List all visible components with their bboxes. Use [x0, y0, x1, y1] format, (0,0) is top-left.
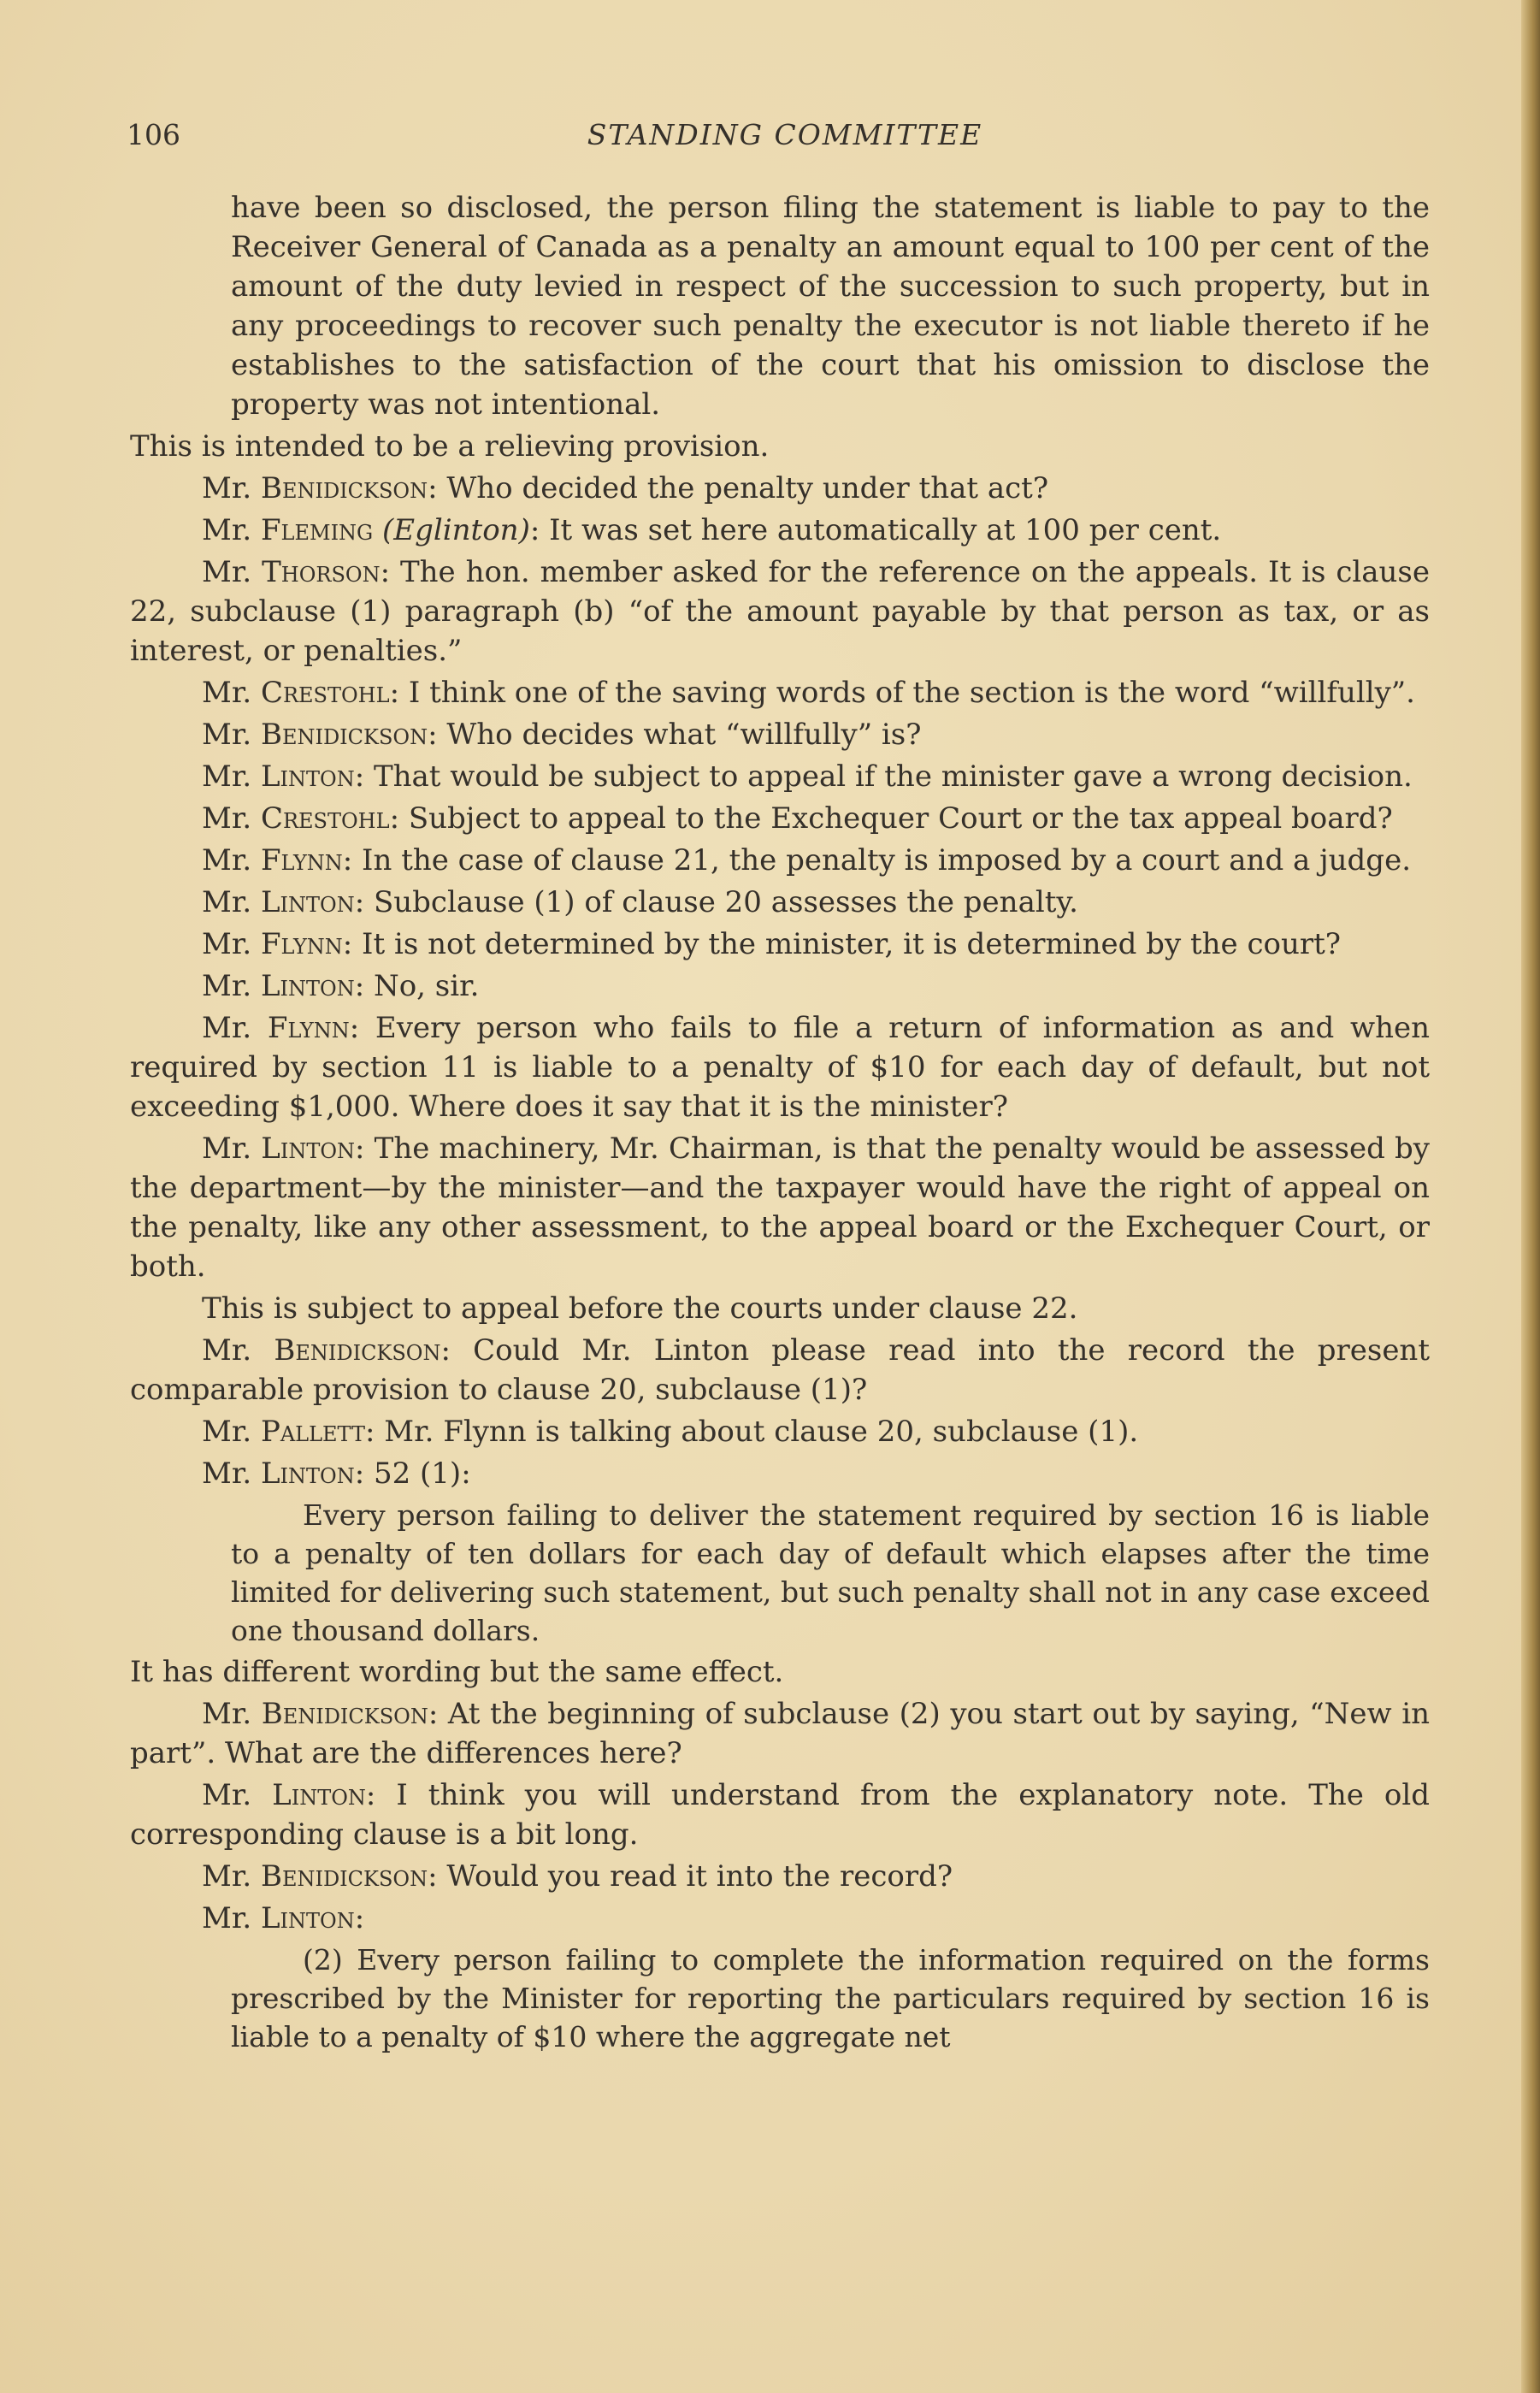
speech-paragraph — [130, 1694, 1430, 1773]
speech-text: : Subclause (1) of clause 20 assesses the penalty. — [354, 885, 1078, 919]
speech-text: : The hon. member asked for the reference on the appeals. It is clause 22, subclause (1) paragraph (b) “of the amount payable by that person as tax, or as interest, or penalties.” — [130, 555, 1430, 668]
page-edge — [1521, 0, 1540, 2393]
narrative-paragraph: This is intended to be a relieving provision. — [130, 429, 770, 464]
speech-text: : Could Mr. Linton please read into the record the present comparable provision to clause 20, subclause (1)? — [130, 1333, 1430, 1407]
speaker-name: Benidickson — [274, 1333, 441, 1368]
speech-paragraph — [130, 799, 1430, 838]
speaker-prefix: Mr. — [202, 471, 261, 505]
speaker-prefix: Mr. — [202, 927, 261, 961]
speaker-prefix: Mr. — [202, 969, 261, 1003]
speaker-name: Crestohl — [260, 801, 390, 836]
speech-text: : That would be subject to appeal if the minister gave a wrong decision. — [354, 759, 1413, 794]
speaker-prefix: Mr. — [202, 759, 261, 794]
speaker-prefix: Mr. — [202, 718, 261, 752]
speech-paragraph — [130, 469, 1430, 508]
speech-paragraph — [130, 1454, 1430, 1493]
speech-text: : The machinery, Mr. Chairman, is that the penalty would be assessed by the department—by the minister—and the taxpayer would have the right of appeal on the penalty, like any other assessment, to the appeal board or the Exchequer Court, or both. — [130, 1132, 1431, 1284]
speaker-riding: (Eglinton) — [373, 513, 530, 547]
speaker-name: Pallett — [260, 1415, 366, 1449]
speech-text: : 52 (1): — [354, 1456, 471, 1491]
speech-text: : No, sir. — [354, 969, 480, 1003]
speech-paragraph — [130, 1776, 1430, 1854]
speaker-prefix: Mr. — [202, 1901, 261, 1935]
speaker-prefix: Mr. — [202, 1415, 261, 1449]
quoted-passage: Every person failing to deliver the statement required by section 16 is liable to a penalty of ten dollars for each day of default which elapses after the time limited for delivering such statement, but such penalty shall not in any case exceed one thousand dollars. — [231, 1498, 1430, 1647]
speech-text: : It was set here automatically at 100 per cent. — [529, 513, 1222, 547]
speech-text: : It is not determined by the minister, it is determined by the court? — [342, 927, 1342, 961]
speaker-name: Benidickson — [260, 471, 428, 505]
speech-paragraph — [130, 883, 1430, 922]
speech-text: : In the case of clause 21, the penalty is imposed by a court and a judge. — [342, 843, 1411, 877]
speech-paragraph — [130, 1899, 1430, 1938]
speaker-name: Flynn — [260, 843, 343, 877]
speech-text: : Subject to appeal to the Exchequer Court or the tax appeal board? — [389, 801, 1393, 836]
speech-text: : Mr. Flynn is talking about clause 20, subclause (1). — [365, 1415, 1139, 1449]
speech-text: : I think you will understand from the explanatory note. The old corresponding clause is a bit long. — [130, 1778, 1430, 1852]
speaker-prefix: Mr. — [202, 1456, 261, 1491]
speech-paragraph — [130, 715, 1430, 754]
speech-paragraph — [130, 1129, 1430, 1286]
speaker-prefix: Mr. — [202, 1859, 261, 1894]
quoted-passage: (2) Every person failing to complete the information required on the forms prescribed by the Minister for reporting the particulars required by section 16 is liable to a penalty of $10 where the aggregate net — [231, 1943, 1430, 2053]
speaker-prefix: Mr. — [202, 1011, 268, 1045]
speaker-name: Benidickson — [260, 718, 428, 752]
speaker-prefix: Mr. — [202, 1132, 262, 1166]
transcript-body — [130, 188, 1430, 2059]
speech-paragraph — [130, 1008, 1430, 1126]
speaker-prefix: Mr. — [202, 1697, 262, 1731]
speaker-prefix: Mr. — [202, 676, 261, 710]
speaker-name: Linton — [260, 969, 355, 1003]
speech-paragraph — [130, 511, 1430, 550]
speaker-name: Linton — [272, 1778, 366, 1812]
speaker-name: Crestohl — [260, 676, 390, 710]
speaker-prefix: Mr. — [202, 513, 261, 547]
narrative-paragraph: This is subject to appeal before the courts under clause 22. — [202, 1291, 1078, 1326]
speaker-name: Benidickson — [261, 1697, 428, 1731]
narrative-paragraph: It has different wording but the same effect. — [130, 1655, 784, 1689]
speech-paragraph — [130, 757, 1430, 796]
speaker-prefix: Mr. — [202, 555, 263, 589]
speech-text: : I think one of the saving words of the section is the word “willfully”. — [389, 676, 1415, 710]
speaker-name: Linton — [260, 1456, 355, 1491]
speaker-name: Thorson — [262, 555, 381, 589]
speaker-name: Linton — [260, 759, 355, 794]
page-number: 106 — [127, 118, 180, 151]
speaker-prefix: Mr. — [202, 885, 261, 919]
speech-text: : — [354, 1901, 365, 1935]
speech-paragraph — [130, 841, 1430, 880]
speech-paragraph — [130, 1857, 1430, 1896]
speaker-name: Flynn — [267, 1011, 350, 1045]
speech-text: : Every person who fails to file a return of information as and when required by section 11 is liable to a penalty of $10 for each day of default, but not exceeding $1,000. Where does it say that it is the minister? — [130, 1011, 1430, 1124]
speech-text: : Who decided the penalty under that act? — [428, 471, 1049, 505]
speaker-name: Fleming — [260, 513, 374, 547]
speech-text: : Would you read it into the record? — [428, 1859, 953, 1894]
quoted-passage: have been so disclosed, the person filing the statement is liable to pay to the Receiver General of Canada as a penalty an amount equal to 100 per cent of the amount of the duty levied in respect of the succession to such property, but in any proceedings to recover such penalty the executor is not liable thereto if he establishes to the satisfaction of the court that his omission to disclose the property was not intentional. — [231, 191, 1430, 422]
speech-text: : At the beginning of subclause (2) you start out by saying, “New in part”. What are the differences here? — [130, 1697, 1430, 1770]
speaker-prefix: Mr. — [202, 1778, 273, 1812]
speaker-name: Linton — [261, 1132, 356, 1166]
speech-paragraph — [130, 673, 1430, 712]
speaker-name: Linton — [260, 885, 355, 919]
speech-paragraph — [130, 552, 1430, 671]
speaker-prefix: Mr. — [202, 801, 261, 836]
speaker-name: Linton — [260, 1901, 355, 1935]
page-header — [127, 118, 1443, 161]
running-title: STANDING COMMITTEE — [587, 118, 983, 151]
speech-paragraph — [130, 1412, 1430, 1451]
speaker-prefix: Mr. — [202, 843, 261, 877]
speaker-name: Flynn — [260, 927, 343, 961]
speech-paragraph — [130, 1331, 1430, 1409]
speaker-prefix: Mr. — [202, 1333, 274, 1368]
speech-paragraph — [130, 966, 1430, 1006]
speech-text: : Who decides what “willfully” is? — [428, 718, 922, 752]
speech-paragraph — [130, 925, 1430, 964]
speaker-name: Benidickson — [260, 1859, 428, 1894]
